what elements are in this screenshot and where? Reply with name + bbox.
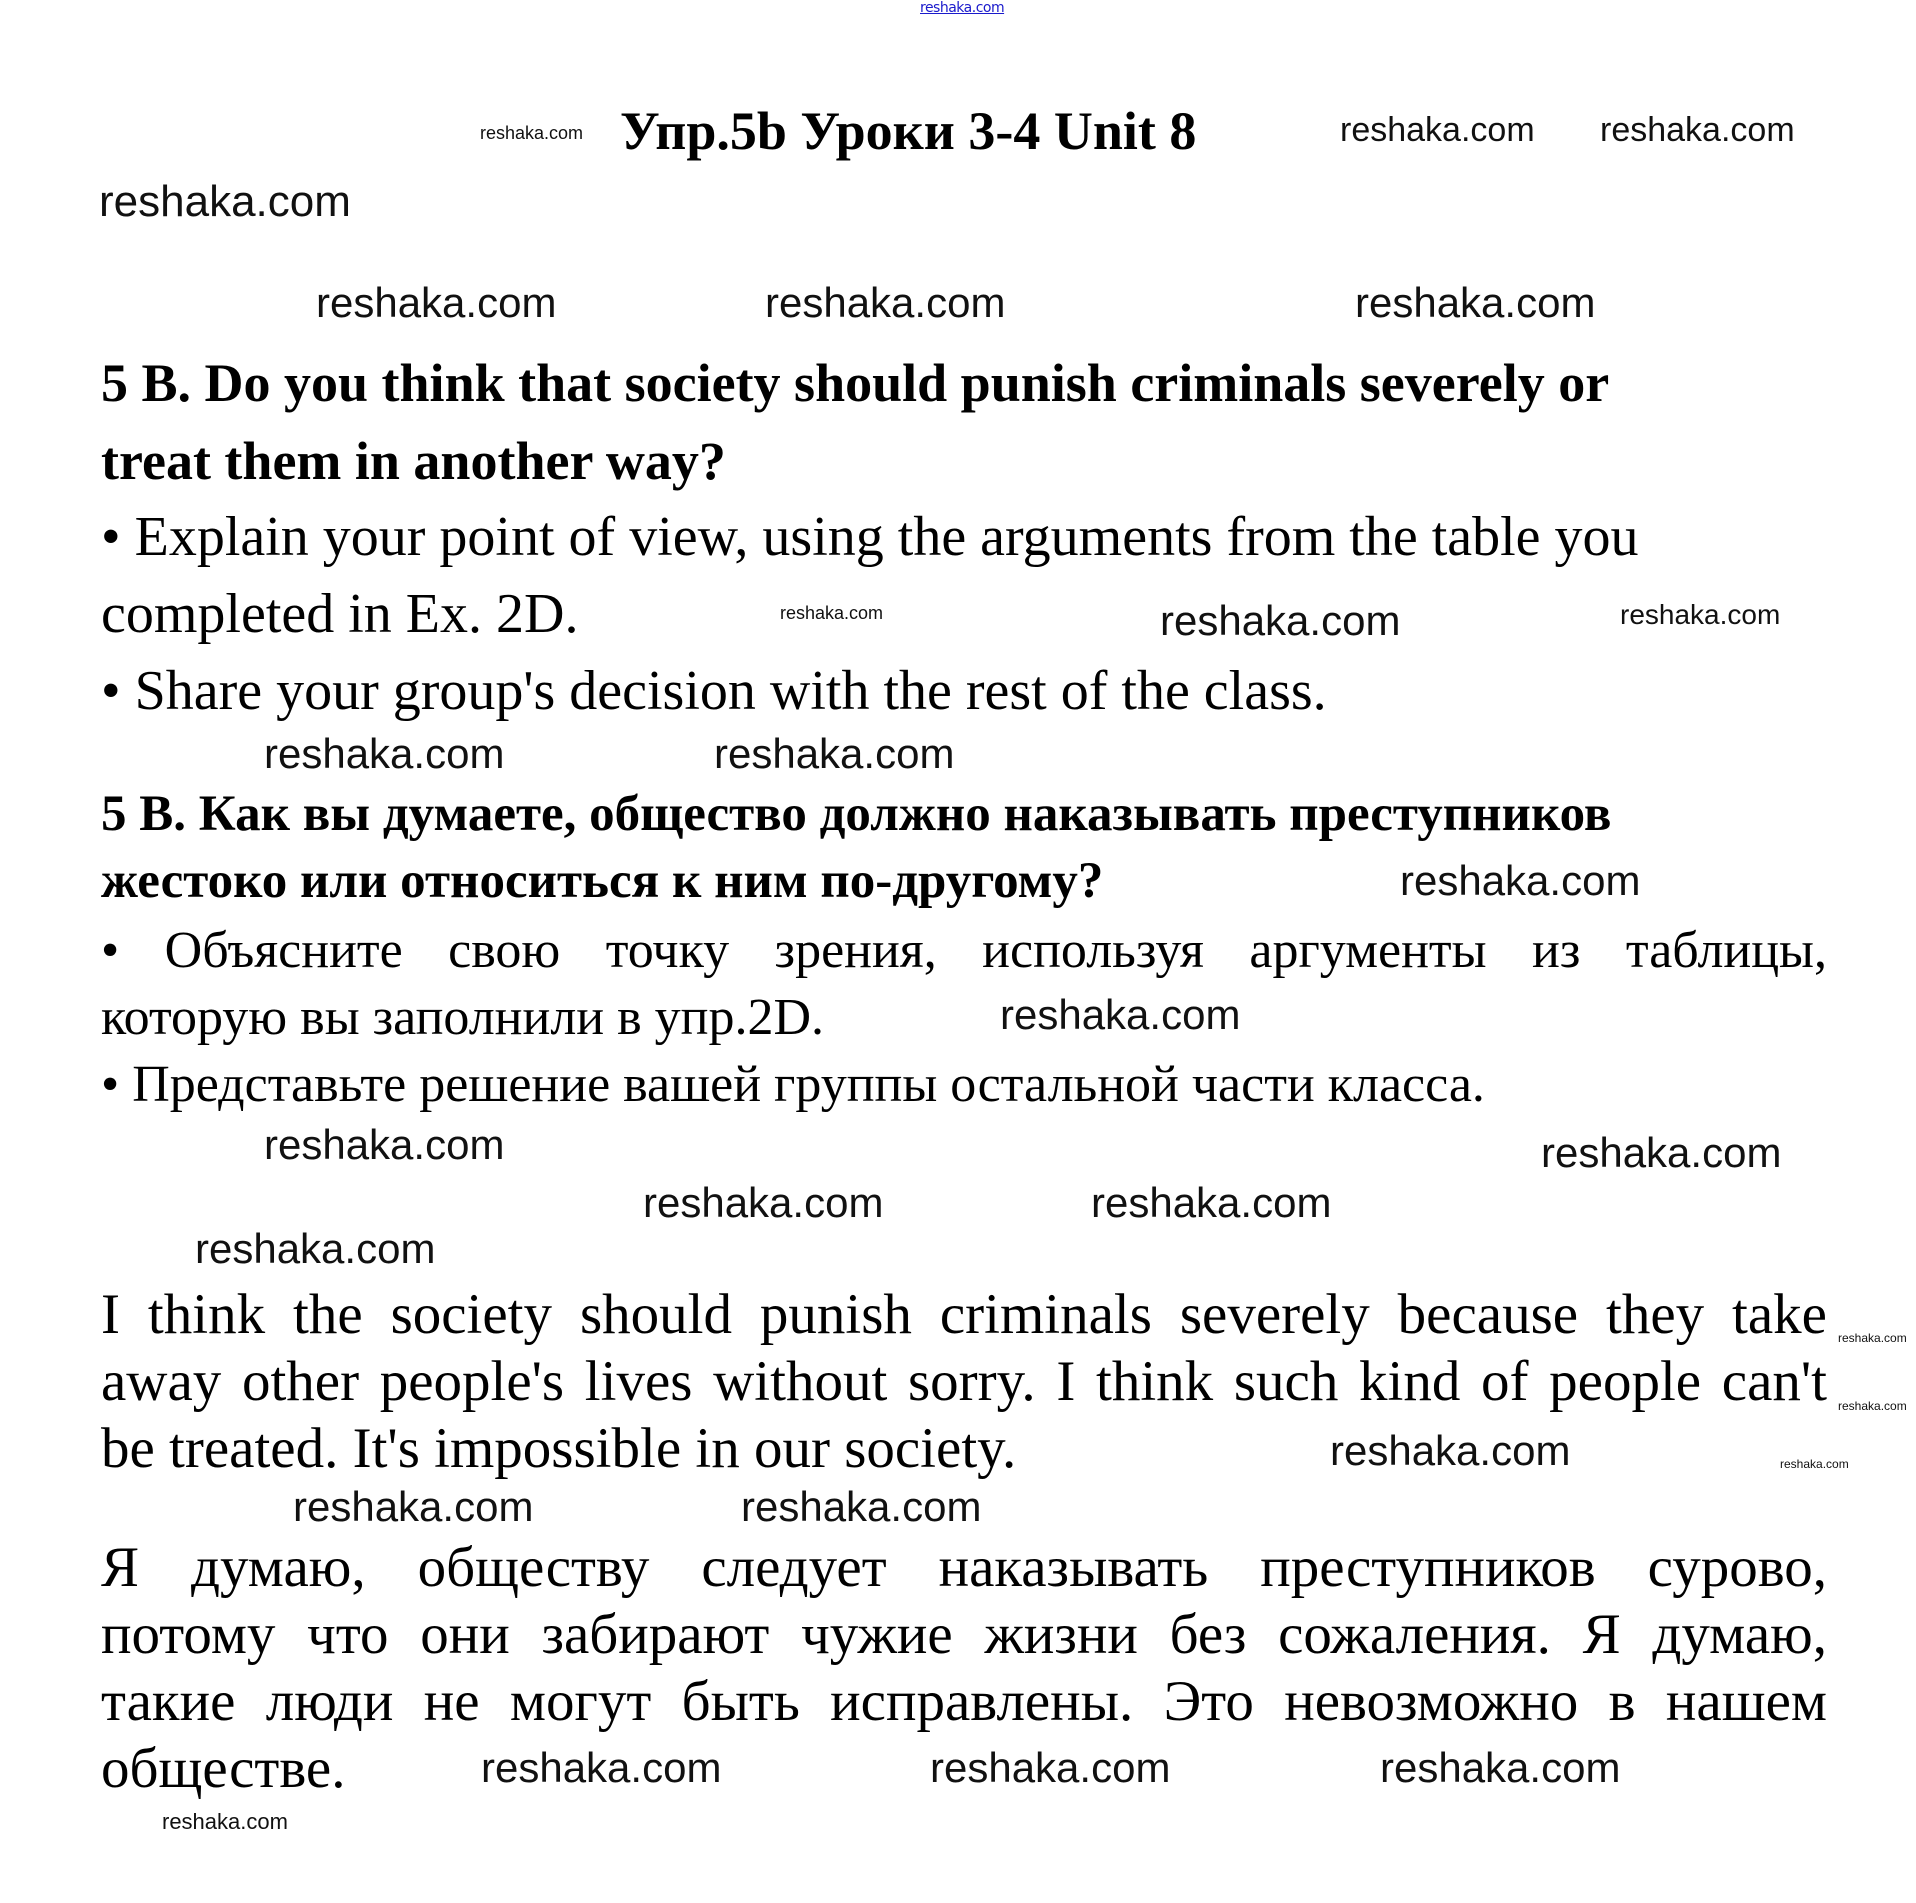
watermark: reshaka.com <box>1780 1457 1849 1471</box>
bullet-line: которую вы заполнили в упр.2D. <box>101 989 825 1046</box>
watermark: reshaka.com <box>780 603 884 623</box>
watermark: reshaka.com <box>1160 597 1401 644</box>
watermark: reshaka.com <box>1355 279 1596 326</box>
heading-line: жестоко или относиться к ним по-другому? <box>101 853 1104 909</box>
watermark: reshaka.com <box>293 1483 534 1530</box>
watermark: reshaka.com <box>316 279 557 326</box>
answer-line: Я думаю, обществу следует наказывать преступников сурово, <box>101 1536 1827 1599</box>
bullet-line: • Explain your point of view, using the arguments from the table you <box>101 506 1639 568</box>
watermark: reshaka.com <box>1620 599 1781 630</box>
watermark: reshaka.com <box>1091 1179 1332 1226</box>
watermark: reshaka.com <box>1000 991 1241 1038</box>
watermark: reshaka.com <box>714 730 955 777</box>
watermark: reshaka.com <box>481 1744 722 1791</box>
russian-task-bullets <box>101 917 1827 1118</box>
watermark: reshaka.com <box>1380 1744 1621 1791</box>
english-task-heading <box>101 344 1827 500</box>
answer-line: обществе. <box>101 1737 346 1800</box>
answer-line: I think the society should punish criminals severely because they take <box>101 1283 1827 1346</box>
watermark: reshaka.com <box>741 1483 982 1530</box>
heading-line: treat them in another way? <box>101 431 726 491</box>
watermark: reshaka.com <box>1400 857 1641 904</box>
watermark: reshaka.com <box>1340 111 1535 149</box>
watermark: reshaka.com <box>1541 1129 1782 1176</box>
answer-line: away other people's lives without sorry. I think such kind of people can't <box>101 1350 1827 1413</box>
watermark: reshaka.com <box>162 1809 288 1834</box>
bullet-line: • Представьте решение вашей группы остальной части класса. <box>101 1056 1485 1113</box>
watermark: reshaka.com <box>195 1225 436 1272</box>
bullet-line: completed in Ex. 2D. <box>101 583 579 645</box>
watermark: reshaka.com <box>765 279 1006 326</box>
heading-line: 5 B. Do you think that society should punish criminals severely or <box>101 353 1610 413</box>
answer-line: такие люди не могут быть исправлены. Это невозможно в нашем <box>101 1670 1827 1733</box>
watermark: reshaka.com <box>1330 1427 1571 1474</box>
bullet-line: • Share your group's decision with the rest of the class. <box>101 660 1327 722</box>
watermark: reshaka.com <box>99 177 351 226</box>
heading-line: 5 B. Как вы думаете, общество должно наказывать преступников <box>101 786 1612 842</box>
english-task-bullets <box>101 499 1827 730</box>
watermark: reshaka.com <box>930 1744 1171 1791</box>
watermark: reshaka.com <box>1600 111 1795 149</box>
watermark: reshaka.com <box>643 1179 884 1226</box>
watermark: reshaka.com <box>480 123 584 143</box>
top-site-link[interactable]: reshaka.com <box>920 0 1005 16</box>
bullet-line: • Объясните свою точку зрения, используя аргументы из таблицы, <box>101 922 1827 979</box>
watermark: reshaka.com <box>264 1121 505 1168</box>
watermark: reshaka.com <box>1838 1399 1907 1413</box>
watermark: reshaka.com <box>264 730 505 777</box>
answer-line: be treated. It's impossible in our society. <box>101 1417 1017 1480</box>
page-title: Упр.5b Уроки 3-4 Unit 8 <box>620 101 1197 161</box>
answer-line: потому что они забирают чужие жизни без сожаления. Я думаю, <box>101 1603 1827 1666</box>
watermark: reshaka.com <box>1838 1331 1907 1345</box>
